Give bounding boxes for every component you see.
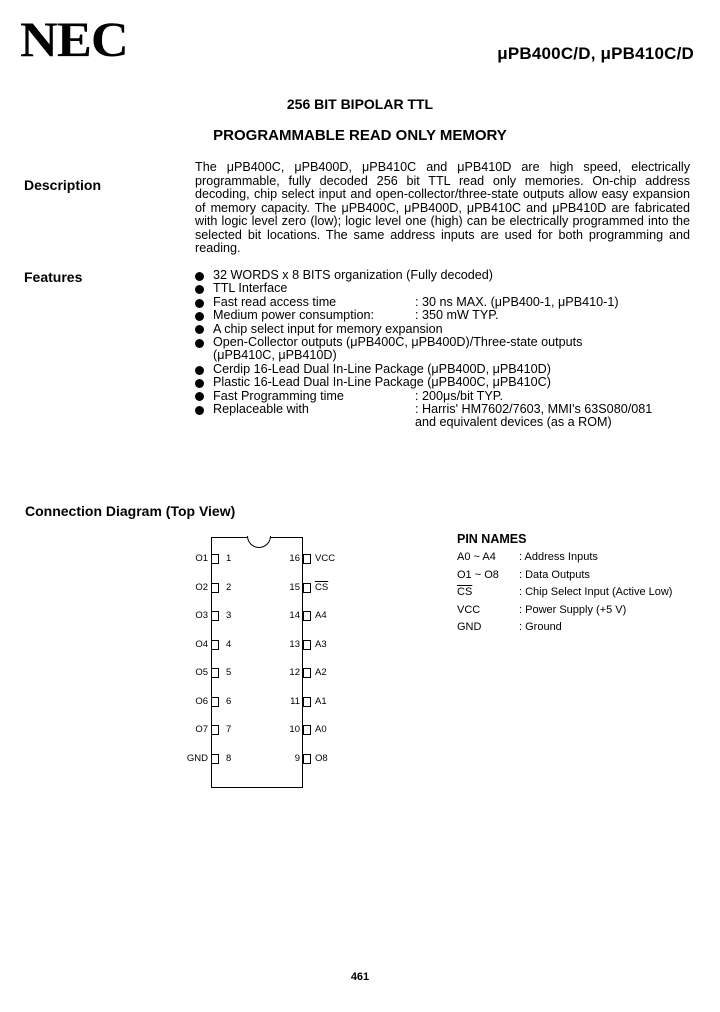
feature-item bbox=[195, 296, 705, 309]
pin-number: 8 bbox=[226, 752, 232, 764]
feature-value: : 30 ns MAX. (μPB400-1, μPB410-1) bbox=[415, 294, 619, 309]
pin-label: A3 bbox=[315, 638, 327, 650]
feature-text: Open-Collector outputs (μPB400C, μPB400D)/Three-state outputs bbox=[213, 335, 583, 350]
description-text: The μPB400C, μPB400D, μPB410C and μPB410D are high speed, electrically programmable, fully decoded 256 bit TTL read only memories. On-chip address decoding, chip select input and open-collector/three-state outputs allow easy expansion of memory capacity. The μPB400C, μPB400D, μPB410C and μPB410D are fabricated with logic level zero (low); logic level one (high) can be electrically programmed into the selected bit locations. The same address inputs are used for both programming and reading. bbox=[195, 160, 690, 255]
pin-label: O8 bbox=[315, 752, 328, 764]
pin-number: 6 bbox=[226, 695, 232, 707]
pin-box bbox=[211, 725, 219, 735]
page-title-line2: PROGRAMMABLE READ ONLY MEMORY bbox=[213, 127, 507, 144]
page-number: 461 bbox=[350, 971, 370, 983]
feature-value: : 350 mW TYP. bbox=[415, 308, 499, 323]
pin-label: O4 bbox=[195, 638, 208, 650]
pin-number: 3 bbox=[226, 610, 232, 621]
pin-label: O2 bbox=[195, 581, 208, 593]
feature-text: Medium power consumption: bbox=[213, 308, 374, 323]
bullet-icon bbox=[195, 376, 213, 389]
pin-symbol: VCC bbox=[457, 603, 481, 616]
feature-text: A chip select input for memory expansion bbox=[213, 321, 443, 336]
feature-item bbox=[195, 323, 705, 336]
feature-value-continuation: and equivalent devices (as a ROM) bbox=[415, 415, 612, 430]
pin-symbol: O1 ~ O8 bbox=[457, 568, 499, 581]
pin-number: 11 bbox=[290, 695, 300, 707]
pin-symbol: A0 ~ A4 bbox=[457, 551, 496, 563]
pin-name-row bbox=[457, 604, 672, 622]
connection-diagram-heading: Connection Diagram (Top View) bbox=[25, 503, 236, 519]
pin-number: 10 bbox=[289, 724, 300, 735]
pin-label: O6 bbox=[195, 695, 208, 707]
pin-symbol: GND bbox=[457, 621, 482, 633]
feature-text: Cerdip 16-Lead Dual In-Line Package (μPB400D, μPB410D) bbox=[213, 361, 551, 376]
feature-value: : 200μs/bit TYP. bbox=[415, 388, 504, 403]
pin-box bbox=[211, 583, 219, 593]
pin-box bbox=[303, 754, 311, 764]
pin-box bbox=[303, 640, 311, 650]
pin-box bbox=[303, 611, 311, 621]
pin-description: : Data Outputs bbox=[519, 568, 590, 581]
pin-box bbox=[303, 583, 311, 593]
pin-number: 4 bbox=[226, 638, 232, 650]
pin-names-title: PIN NAMES bbox=[457, 532, 527, 546]
pin-number: 7 bbox=[226, 724, 232, 735]
pin-box bbox=[303, 668, 311, 678]
feature-text: TTL Interface bbox=[213, 281, 288, 296]
pin-name-row bbox=[457, 569, 672, 587]
feature-item bbox=[195, 376, 705, 389]
pin-number: 16 bbox=[289, 553, 300, 564]
pin-box bbox=[211, 668, 219, 678]
pin-label: GND bbox=[186, 752, 208, 764]
pin-label: O5 bbox=[195, 667, 208, 678]
bullet-icon bbox=[195, 296, 213, 309]
bullet-icon bbox=[195, 309, 213, 322]
pin-box bbox=[303, 554, 311, 564]
pin-label: O3 bbox=[195, 610, 208, 621]
pin-label: VCC bbox=[315, 553, 336, 564]
page-title-line1: 256 BIT BIPOLAR TTL bbox=[286, 96, 434, 112]
pin-label: A2 bbox=[315, 667, 327, 678]
description-heading: Description bbox=[24, 177, 102, 193]
feature-item bbox=[195, 309, 705, 322]
pin-number: 13 bbox=[289, 638, 300, 650]
feature-value: : Harris' HM7602/7603, MMI's 63S080/081 bbox=[415, 402, 653, 417]
pin-number: 15 bbox=[289, 581, 300, 593]
pin-description: : Ground bbox=[519, 621, 562, 633]
features-list bbox=[195, 269, 705, 430]
pin-name-row bbox=[457, 586, 672, 604]
pin-description: : Chip Select Input (Active Low) bbox=[519, 586, 673, 598]
feature-text: 32 WORDS x 8 BITS organization (Fully decoded) bbox=[213, 268, 493, 282]
feature-item bbox=[195, 269, 705, 282]
feature-item bbox=[195, 403, 705, 416]
feature-item bbox=[195, 282, 705, 295]
nec-logo: NEC bbox=[20, 11, 128, 67]
dip16-package bbox=[211, 537, 303, 788]
pin-number: 2 bbox=[226, 581, 232, 593]
pin-box bbox=[303, 697, 311, 707]
bullet-icon bbox=[195, 336, 213, 349]
bullet-icon bbox=[195, 363, 213, 376]
pin-box bbox=[211, 640, 219, 650]
bullet-icon bbox=[195, 390, 213, 403]
pin-symbol: $\overline{CS}$ bbox=[457, 586, 473, 598]
feature-text: Fast Programming time bbox=[213, 388, 344, 403]
pin-number: 9 bbox=[294, 752, 300, 764]
pin-box bbox=[211, 754, 219, 764]
pin-description: : Power Supply (+5 V) bbox=[519, 603, 627, 616]
feature-text: Plastic 16-Lead Dual In-Line Package (μPB400C, μPB410C) bbox=[213, 375, 551, 390]
pin-number: 1 bbox=[226, 553, 232, 564]
pin-label: A1 bbox=[315, 695, 327, 707]
pin-label: A4 bbox=[315, 610, 327, 621]
pin-label: O7 bbox=[195, 724, 208, 735]
bullet-icon bbox=[195, 282, 213, 295]
pin-label: O1 bbox=[195, 553, 208, 564]
pin-description: : Address Inputs bbox=[519, 551, 598, 563]
pin-number: 5 bbox=[226, 667, 232, 678]
pin-name-row bbox=[457, 621, 672, 639]
pin-box bbox=[211, 554, 219, 564]
part-numbers: μPB400C/D, μPB410C/D bbox=[497, 44, 694, 63]
feature-text: Fast read access time bbox=[213, 294, 337, 309]
bullet-icon bbox=[195, 403, 213, 416]
pin-number: 14 bbox=[289, 610, 300, 621]
feature-item bbox=[195, 336, 705, 349]
pin-box bbox=[211, 697, 219, 707]
pin-name-row bbox=[457, 551, 672, 569]
feature-item bbox=[195, 363, 705, 376]
feature-item bbox=[195, 390, 705, 403]
pin-box bbox=[211, 611, 219, 621]
pin-box bbox=[303, 725, 311, 735]
features-heading: Features bbox=[24, 269, 83, 285]
pin-label: A0 bbox=[315, 724, 327, 735]
bullet-icon bbox=[195, 323, 213, 336]
pin-names-table bbox=[457, 551, 672, 639]
pin-label: $\overline{CS}$ bbox=[315, 581, 329, 593]
pin-number: 12 bbox=[289, 667, 300, 678]
bullet-icon bbox=[195, 269, 213, 282]
feature-continuation: (μPB410C, μPB410D) bbox=[213, 348, 337, 363]
feature-text: Replaceable with bbox=[213, 402, 309, 417]
